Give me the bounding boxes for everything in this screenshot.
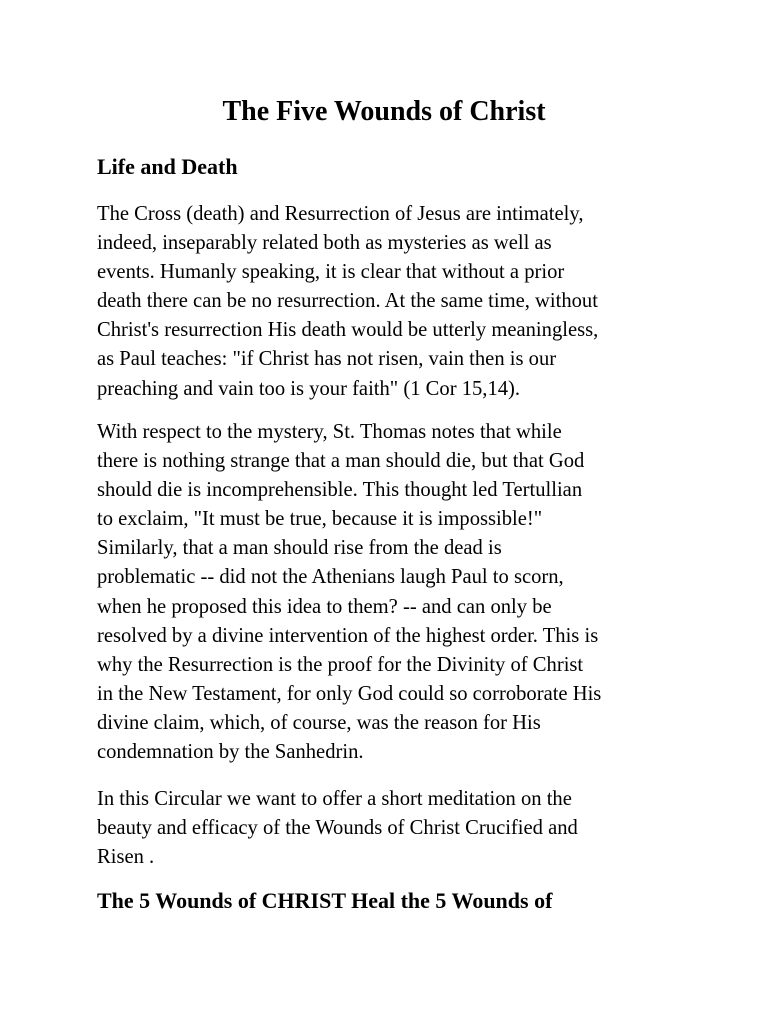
paragraph-line: With respect to the mystery, St. Thomas notes that while	[97, 421, 562, 443]
paragraph-line: indeed, inseparably related both as mysteries as well as	[97, 232, 552, 255]
section-heading-life-and-death: Life and Death	[97, 154, 238, 179]
paragraph-line: problematic -- did not the Athenians laugh Paul to scorn,	[97, 566, 564, 589]
paragraph-line: Similarly, that a man should rise from the dead is	[97, 537, 502, 560]
paragraph-line: events. Humanly speaking, it is clear that without a prior	[97, 261, 565, 284]
paragraph-2	[97, 418, 657, 767]
document-title: The Five Wounds of Christ	[222, 96, 546, 127]
paragraph-line: should die is incomprehensible. This thought led Tertullian	[97, 479, 583, 502]
paragraph-line: there is nothing strange that a man should die, but that God	[97, 450, 585, 473]
paragraph-line: to exclaim, "It must be true, because it is impossible!"	[97, 508, 543, 531]
paragraph-line: resolved by a divine intervention of the highest order. This is	[97, 624, 599, 647]
paragraph-line: The Cross (death) and Resurrection of Jesus are intimately,	[97, 203, 584, 225]
paragraph-line: Risen .	[97, 846, 155, 869]
paragraph-line: in the New Testament, for only God could so corroborate His	[97, 682, 602, 705]
paragraph-line: Christ's resurrection His death would be utterly meaningless,	[97, 319, 599, 342]
paragraph-line: In this Circular we want to offer a short meditation on the	[97, 788, 572, 810]
paragraph-line: divine claim, which, of course, was the reason for His	[97, 711, 541, 734]
paragraph-line: condemnation by the Sanhedrin.	[97, 741, 364, 764]
paragraph-line: as Paul teaches: "if Christ has not risen, vain then is our	[97, 348, 557, 371]
paragraph-3	[97, 785, 657, 872]
section-heading-five-wounds: The 5 Wounds of CHRIST Heal the 5 Wounds of	[97, 888, 553, 913]
paragraph-line: when he proposed this idea to them? -- and can only be	[97, 595, 552, 618]
paragraph-line: death there can be no resurrection. At the same time, without	[97, 290, 598, 313]
paragraph-line: why the Resurrection is the proof for the Divinity of Christ	[97, 653, 584, 676]
paragraph-1	[97, 200, 657, 404]
paragraph-line: preaching and vain too is your faith" (1 Cor 15,14).	[97, 377, 521, 400]
paragraph-line: beauty and efficacy of the Wounds of Christ Crucified and	[97, 817, 578, 840]
